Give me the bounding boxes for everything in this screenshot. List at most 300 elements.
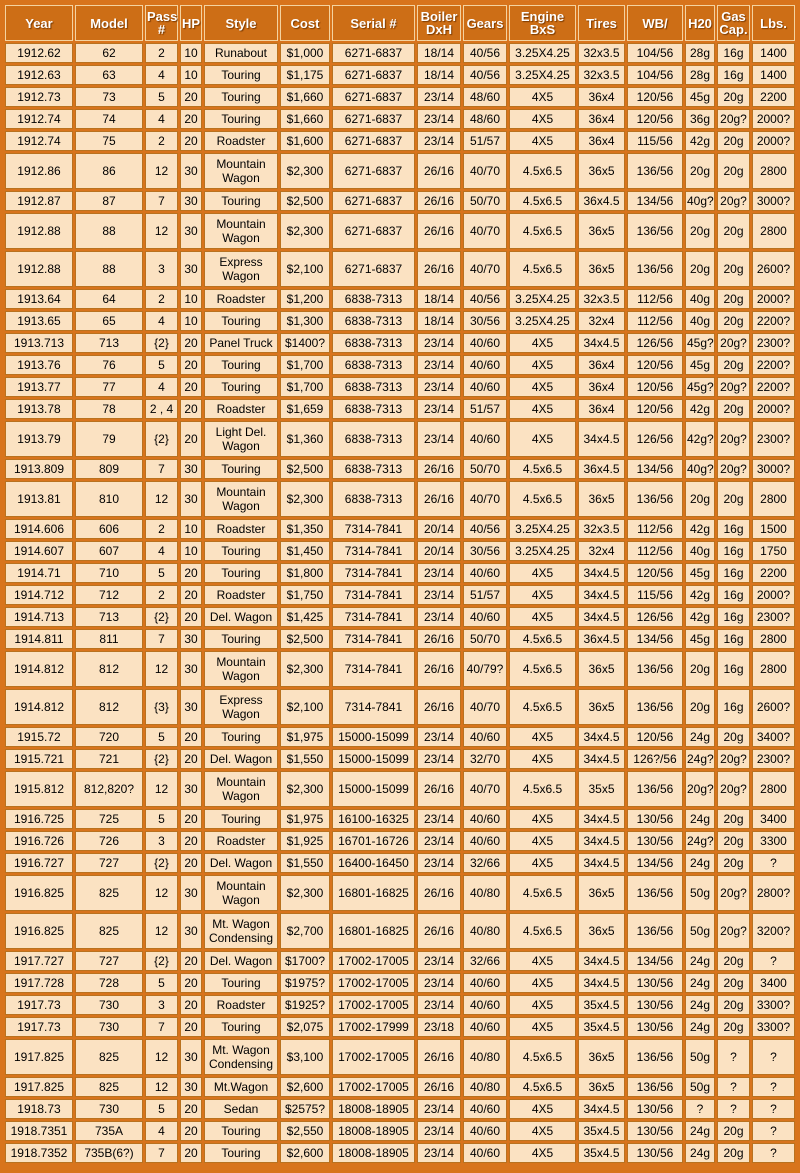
column-header-cost xyxy=(280,5,330,41)
cell-wheelbase: 130/56 xyxy=(627,995,683,1015)
cell-passengers: 5 xyxy=(145,727,178,747)
cell-text: Touring xyxy=(221,194,261,208)
cell-engine: 4.5x6.5 xyxy=(509,913,576,949)
cell-text: Mountain xyxy=(216,217,266,231)
cell-style xyxy=(204,355,278,375)
cell-tires: 36x4 xyxy=(578,87,625,107)
cell-text: Mountain xyxy=(216,157,266,171)
cell-boiler: 26/16 xyxy=(417,251,461,287)
cell-text: Roadster xyxy=(216,588,266,602)
cell-serial: 16801-16825 xyxy=(332,913,415,949)
cell-gas-capacity: 16g xyxy=(717,651,750,687)
cell-passengers: {2} xyxy=(145,421,178,457)
cell-weight: 1400 xyxy=(752,43,795,63)
cell-boiler: 26/16 xyxy=(417,481,461,517)
column-header-text: Boiler xyxy=(420,9,458,24)
cell-year: 1915.812 xyxy=(5,771,73,807)
cell-style xyxy=(204,913,278,949)
cell-style xyxy=(204,481,278,517)
cell-gears: 40/60 xyxy=(463,421,507,457)
cell-style xyxy=(204,563,278,583)
cell-text: Runabout xyxy=(214,46,268,60)
cell-boiler: 23/14 xyxy=(417,951,461,971)
cell-cost: $2,300 xyxy=(280,153,330,189)
cell-cost: $1,700 xyxy=(280,355,330,375)
cell-wheelbase: 112/56 xyxy=(627,289,683,309)
cell-tires: 36x5 xyxy=(578,1039,625,1075)
cell-cost: $2,500 xyxy=(280,191,330,211)
cell-gas-capacity: 20g xyxy=(717,131,750,151)
cell-gas-capacity: 20g xyxy=(717,973,750,993)
cell-style xyxy=(204,519,278,539)
cell-passengers: 2 xyxy=(145,519,178,539)
cell-gears: 40/70 xyxy=(463,771,507,807)
cell-boiler: 26/16 xyxy=(417,1077,461,1097)
cell-boiler: 23/14 xyxy=(417,809,461,829)
cell-serial: 6838-7313 xyxy=(332,459,415,479)
cell-weight: 2600? xyxy=(752,251,795,287)
cell-year: 1913.809 xyxy=(5,459,73,479)
cell-style xyxy=(204,311,278,331)
cell-wheelbase: 136/56 xyxy=(627,153,683,189)
table-row xyxy=(5,563,795,583)
cell-model: 725 xyxy=(75,809,143,829)
cell-serial: 6838-7313 xyxy=(332,311,415,331)
cell-text: Del. Wagon xyxy=(209,752,273,766)
cell-engine: 4.5x6.5 xyxy=(509,481,576,517)
table-row xyxy=(5,995,795,1015)
cell-passengers: 5 xyxy=(145,1099,178,1119)
cell-gears: 40/60 xyxy=(463,563,507,583)
cell-cost: $1400? xyxy=(280,333,330,353)
cell-text: Roadster xyxy=(216,522,266,536)
cell-style xyxy=(204,1099,278,1119)
table-row xyxy=(5,421,795,457)
cell-style xyxy=(204,459,278,479)
cell-tires: 36x4.5 xyxy=(578,459,625,479)
cell-text: Touring xyxy=(221,380,261,394)
cell-text: Touring xyxy=(221,730,261,744)
cell-wheelbase: 126/56 xyxy=(627,421,683,457)
cell-model: 606 xyxy=(75,519,143,539)
cell-text: Touring xyxy=(221,1124,261,1138)
cell-weight: 3300? xyxy=(752,995,795,1015)
cell-passengers: 12 xyxy=(145,651,178,687)
cell-engine: 4X5 xyxy=(509,749,576,769)
cell-text: Wagon xyxy=(222,269,260,283)
cell-h2o: 24g? xyxy=(685,831,715,851)
cell-hp: 30 xyxy=(180,913,202,949)
cell-model: 726 xyxy=(75,831,143,851)
cell-year: 1913.76 xyxy=(5,355,73,375)
cell-boiler: 23/14 xyxy=(417,995,461,1015)
cell-text: Touring xyxy=(221,358,261,372)
cell-passengers: 4 xyxy=(145,377,178,397)
cell-engine: 4X5 xyxy=(509,809,576,829)
cell-h2o: 24g xyxy=(685,995,715,1015)
cell-gas-capacity: 20g? xyxy=(717,913,750,949)
cell-boiler: 23/14 xyxy=(417,421,461,457)
cell-tires: 34x4.5 xyxy=(578,973,625,993)
table-row xyxy=(5,1121,795,1141)
table-row xyxy=(5,519,795,539)
cell-h2o: 42g xyxy=(685,399,715,419)
cell-passengers: {2} xyxy=(145,951,178,971)
cell-style xyxy=(204,651,278,687)
cell-boiler: 26/16 xyxy=(417,191,461,211)
cell-boiler: 18/14 xyxy=(417,289,461,309)
table-row xyxy=(5,749,795,769)
cell-weight: 2000? xyxy=(752,289,795,309)
cell-year: 1913.79 xyxy=(5,421,73,457)
table-row xyxy=(5,251,795,287)
cell-boiler: 23/14 xyxy=(417,563,461,583)
cell-passengers: 7 xyxy=(145,629,178,649)
cell-cost: $1,975 xyxy=(280,809,330,829)
cell-weight: ? xyxy=(752,1039,795,1075)
cell-tires: 36x4 xyxy=(578,399,625,419)
cell-gas-capacity: 20g xyxy=(717,481,750,517)
cell-model: 77 xyxy=(75,377,143,397)
cell-text: Mt.Wagon xyxy=(213,1080,269,1094)
cell-text: Mountain xyxy=(216,485,266,499)
cell-style xyxy=(204,585,278,605)
cell-style xyxy=(204,749,278,769)
cell-tires: 36x5 xyxy=(578,481,625,517)
cell-passengers: 3 xyxy=(145,251,178,287)
table-row xyxy=(5,355,795,375)
cell-serial: 15000-15099 xyxy=(332,749,415,769)
cell-style xyxy=(204,951,278,971)
cell-boiler: 23/14 xyxy=(417,1121,461,1141)
cell-model: 728 xyxy=(75,973,143,993)
cell-passengers: 12 xyxy=(145,213,178,249)
cell-boiler: 23/14 xyxy=(417,585,461,605)
cell-model: 710 xyxy=(75,563,143,583)
cell-hp: 20 xyxy=(180,995,202,1015)
cell-engine: 3.25X4.25 xyxy=(509,43,576,63)
cell-gas-capacity: 16g xyxy=(717,607,750,627)
cell-boiler: 23/14 xyxy=(417,1143,461,1163)
cell-hp: 20 xyxy=(180,355,202,375)
cell-wheelbase: 115/56 xyxy=(627,131,683,151)
cell-hp: 30 xyxy=(180,771,202,807)
cell-gears: 40/60 xyxy=(463,355,507,375)
cell-gas-capacity: 20g xyxy=(717,251,750,287)
cell-tires: 32x4 xyxy=(578,311,625,331)
cell-engine: 4.5x6.5 xyxy=(509,1039,576,1075)
cell-year: 1915.721 xyxy=(5,749,73,769)
cell-wheelbase: 136/56 xyxy=(627,875,683,911)
cell-cost: $1,300 xyxy=(280,311,330,331)
cell-cost: $1,659 xyxy=(280,399,330,419)
cell-weight: 3200? xyxy=(752,913,795,949)
cell-style xyxy=(204,87,278,107)
cell-text: Touring xyxy=(221,112,261,126)
cell-engine: 4.5x6.5 xyxy=(509,213,576,249)
cell-cost: $2,500 xyxy=(280,459,330,479)
cell-gas-capacity: 20g xyxy=(717,853,750,873)
cell-engine: 3.25X4.25 xyxy=(509,289,576,309)
cell-wheelbase: 112/56 xyxy=(627,519,683,539)
cell-gas-capacity: 20g? xyxy=(717,109,750,129)
cell-passengers: {2} xyxy=(145,853,178,873)
cell-text: Express xyxy=(219,693,263,707)
cell-tires: 35x4.5 xyxy=(578,1017,625,1037)
cell-engine: 4X5 xyxy=(509,109,576,129)
cell-wheelbase: 134/56 xyxy=(627,191,683,211)
cell-engine: 3.25X4.25 xyxy=(509,519,576,539)
cell-boiler: 23/14 xyxy=(417,973,461,993)
cell-serial: 6838-7313 xyxy=(332,421,415,457)
cell-tires: 36x4 xyxy=(578,377,625,397)
cell-style xyxy=(204,65,278,85)
cell-hp: 10 xyxy=(180,43,202,63)
cell-gas-capacity: 16g xyxy=(717,519,750,539)
cell-serial: 6838-7313 xyxy=(332,481,415,517)
cell-text: Light Del. xyxy=(215,425,267,439)
cell-model: 63 xyxy=(75,65,143,85)
cell-gas-capacity: ? xyxy=(717,1039,750,1075)
cell-h2o: 24g xyxy=(685,1121,715,1141)
cell-serial: 6271-6837 xyxy=(332,65,415,85)
cell-year: 1914.812 xyxy=(5,651,73,687)
cell-gears: 40/80 xyxy=(463,875,507,911)
cell-tires: 32x3.5 xyxy=(578,65,625,85)
cell-h2o: 20g xyxy=(685,651,715,687)
column-header-text: H20 xyxy=(688,15,712,31)
cell-tires: 32x4 xyxy=(578,541,625,561)
table-row xyxy=(5,289,795,309)
cell-hp: 30 xyxy=(180,1039,202,1075)
cell-cost: $1,360 xyxy=(280,421,330,457)
cell-text: Touring xyxy=(221,1020,261,1034)
cell-gas-capacity: ? xyxy=(717,1077,750,1097)
cell-engine: 4X5 xyxy=(509,563,576,583)
cell-passengers: 12 xyxy=(145,1039,178,1075)
cell-hp: 30 xyxy=(180,191,202,211)
cell-weight: 3000? xyxy=(752,459,795,479)
cell-passengers: 5 xyxy=(145,355,178,375)
cell-gears: 40/70 xyxy=(463,689,507,725)
cell-weight: 1750 xyxy=(752,541,795,561)
cell-text: Touring xyxy=(221,632,261,646)
cell-model: 713 xyxy=(75,333,143,353)
cell-year: 1915.72 xyxy=(5,727,73,747)
cell-wheelbase: 130/56 xyxy=(627,809,683,829)
cell-weight: 2300? xyxy=(752,749,795,769)
cell-weight: 3400 xyxy=(752,809,795,829)
cell-boiler: 23/14 xyxy=(417,377,461,397)
cell-model: 88 xyxy=(75,251,143,287)
cell-weight: 2800 xyxy=(752,481,795,517)
cell-serial: 7314-7841 xyxy=(332,629,415,649)
cell-year: 1917.825 xyxy=(5,1077,73,1097)
cell-h2o: 20g xyxy=(685,153,715,189)
cell-gears: 40/60 xyxy=(463,995,507,1015)
cell-year: 1917.727 xyxy=(5,951,73,971)
cell-text: Roadster xyxy=(216,134,266,148)
table-body xyxy=(5,43,795,1163)
cell-serial: 6271-6837 xyxy=(332,153,415,189)
cell-passengers: 2 xyxy=(145,43,178,63)
cell-serial: 7314-7841 xyxy=(332,563,415,583)
cell-tires: 34x4.5 xyxy=(578,1099,625,1119)
cell-wheelbase: 120/56 xyxy=(627,727,683,747)
cell-serial: 7314-7841 xyxy=(332,585,415,605)
cell-wheelbase: 136/56 xyxy=(627,251,683,287)
cell-engine: 4.5x6.5 xyxy=(509,651,576,687)
cell-model: 727 xyxy=(75,951,143,971)
cell-style xyxy=(204,333,278,353)
cell-cost: $1,350 xyxy=(280,519,330,539)
cell-serial: 6271-6837 xyxy=(332,43,415,63)
cell-style xyxy=(204,251,278,287)
cell-wheelbase: 126/56 xyxy=(627,333,683,353)
cell-weight: ? xyxy=(752,1099,795,1119)
cell-weight: 2800 xyxy=(752,771,795,807)
column-header-model xyxy=(75,5,143,41)
cell-boiler: 26/16 xyxy=(417,875,461,911)
cell-model: 720 xyxy=(75,727,143,747)
cell-model: 713 xyxy=(75,607,143,627)
cell-boiler: 23/14 xyxy=(417,853,461,873)
cell-wheelbase: 112/56 xyxy=(627,311,683,331)
cell-wheelbase: 126?/56 xyxy=(627,749,683,769)
cell-wheelbase: 136/56 xyxy=(627,689,683,725)
cell-wheelbase: 136/56 xyxy=(627,651,683,687)
cell-hp: 30 xyxy=(180,875,202,911)
column-header-text: WB/ xyxy=(642,15,668,31)
cell-boiler: 20/14 xyxy=(417,541,461,561)
cell-engine: 4X5 xyxy=(509,399,576,419)
cell-gas-capacity: 16g xyxy=(717,585,750,605)
cell-hp: 30 xyxy=(180,251,202,287)
cell-cost: $2,100 xyxy=(280,251,330,287)
table-row xyxy=(5,377,795,397)
cell-text: Wagon xyxy=(222,893,260,907)
cell-hp: 20 xyxy=(180,563,202,583)
cell-serial: 6271-6837 xyxy=(332,251,415,287)
cell-text: Del. Wagon xyxy=(209,954,273,968)
cell-weight: 2200? xyxy=(752,355,795,375)
column-header-engine xyxy=(509,5,576,41)
cell-year: 1914.606 xyxy=(5,519,73,539)
cell-style xyxy=(204,629,278,649)
cell-gas-capacity: 16g xyxy=(717,563,750,583)
cell-engine: 4X5 xyxy=(509,607,576,627)
cell-wheelbase: 136/56 xyxy=(627,1077,683,1097)
cell-passengers: {2} xyxy=(145,749,178,769)
cell-wheelbase: 136/56 xyxy=(627,771,683,807)
column-header-text: # xyxy=(157,22,166,37)
column-header-text: Cap. xyxy=(719,22,748,37)
cell-engine: 4X5 xyxy=(509,1121,576,1141)
cell-tires: 34x4.5 xyxy=(578,607,625,627)
cell-cost: $2,600 xyxy=(280,1143,330,1163)
cell-engine: 4X5 xyxy=(509,853,576,873)
cell-cost: $2,300 xyxy=(280,481,330,517)
cell-gears: 51/57 xyxy=(463,131,507,151)
cell-weight: ? xyxy=(752,853,795,873)
cell-tires: 35x4.5 xyxy=(578,995,625,1015)
cell-h2o: 24g xyxy=(685,973,715,993)
cell-year: 1912.74 xyxy=(5,131,73,151)
cell-boiler: 23/14 xyxy=(417,131,461,151)
cell-passengers: 12 xyxy=(145,875,178,911)
cell-model: 812 xyxy=(75,689,143,725)
cell-serial: 17002-17005 xyxy=(332,1039,415,1075)
cell-cost: $2,600 xyxy=(280,1077,330,1097)
cell-tires: 36x5 xyxy=(578,213,625,249)
column-header-text: DxH xyxy=(425,22,452,37)
cell-cost: $2,700 xyxy=(280,913,330,949)
cell-text: Wagon xyxy=(222,439,260,453)
cell-style xyxy=(204,289,278,309)
cell-year: 1917.73 xyxy=(5,995,73,1015)
cell-tires: 35x5 xyxy=(578,771,625,807)
cell-wheelbase: 104/56 xyxy=(627,43,683,63)
cell-text: Roadster xyxy=(216,834,266,848)
cell-serial: 18008-18905 xyxy=(332,1099,415,1119)
cell-gears: 32/70 xyxy=(463,749,507,769)
cell-tires: 34x4.5 xyxy=(578,563,625,583)
cell-h2o: 50g xyxy=(685,875,715,911)
cell-serial: 6271-6837 xyxy=(332,213,415,249)
cell-model: 86 xyxy=(75,153,143,189)
cell-tires: 35x4.5 xyxy=(578,1143,625,1163)
cell-passengers: 12 xyxy=(145,771,178,807)
cell-text: Touring xyxy=(221,68,261,82)
cell-hp: 20 xyxy=(180,1099,202,1119)
cell-year: 1916.825 xyxy=(5,913,73,949)
cell-gears: 40/56 xyxy=(463,519,507,539)
cell-style xyxy=(204,131,278,151)
table-row xyxy=(5,87,795,107)
cell-weight: 2200? xyxy=(752,377,795,397)
cell-gas-capacity: 20g? xyxy=(717,875,750,911)
cell-cost: $1700? xyxy=(280,951,330,971)
cell-wheelbase: 136/56 xyxy=(627,213,683,249)
cell-hp: 20 xyxy=(180,1143,202,1163)
cell-boiler: 23/14 xyxy=(417,831,461,851)
cell-engine: 4.5x6.5 xyxy=(509,459,576,479)
header-row xyxy=(5,5,795,41)
cell-gears: 50/70 xyxy=(463,191,507,211)
column-header-text: HP xyxy=(182,15,201,31)
cell-text: Touring xyxy=(221,462,261,476)
cell-gears: 40/60 xyxy=(463,377,507,397)
cell-cost: $2,300 xyxy=(280,213,330,249)
cell-h2o: 24g xyxy=(685,727,715,747)
cell-weight: 2600? xyxy=(752,689,795,725)
cell-serial: 17002-17005 xyxy=(332,995,415,1015)
cell-style xyxy=(204,541,278,561)
column-header-text: Gas xyxy=(721,9,746,24)
cell-wheelbase: 120/56 xyxy=(627,399,683,419)
cell-model: 75 xyxy=(75,131,143,151)
cell-hp: 10 xyxy=(180,311,202,331)
cell-gears: 40/60 xyxy=(463,973,507,993)
cell-serial: 6271-6837 xyxy=(332,87,415,107)
cell-passengers: 5 xyxy=(145,973,178,993)
cell-passengers: 7 xyxy=(145,1017,178,1037)
cell-tires: 35x4.5 xyxy=(578,1121,625,1141)
cell-wheelbase: 120/56 xyxy=(627,87,683,107)
table-row xyxy=(5,109,795,129)
cell-h2o: 40g xyxy=(685,541,715,561)
table-row xyxy=(5,913,795,949)
